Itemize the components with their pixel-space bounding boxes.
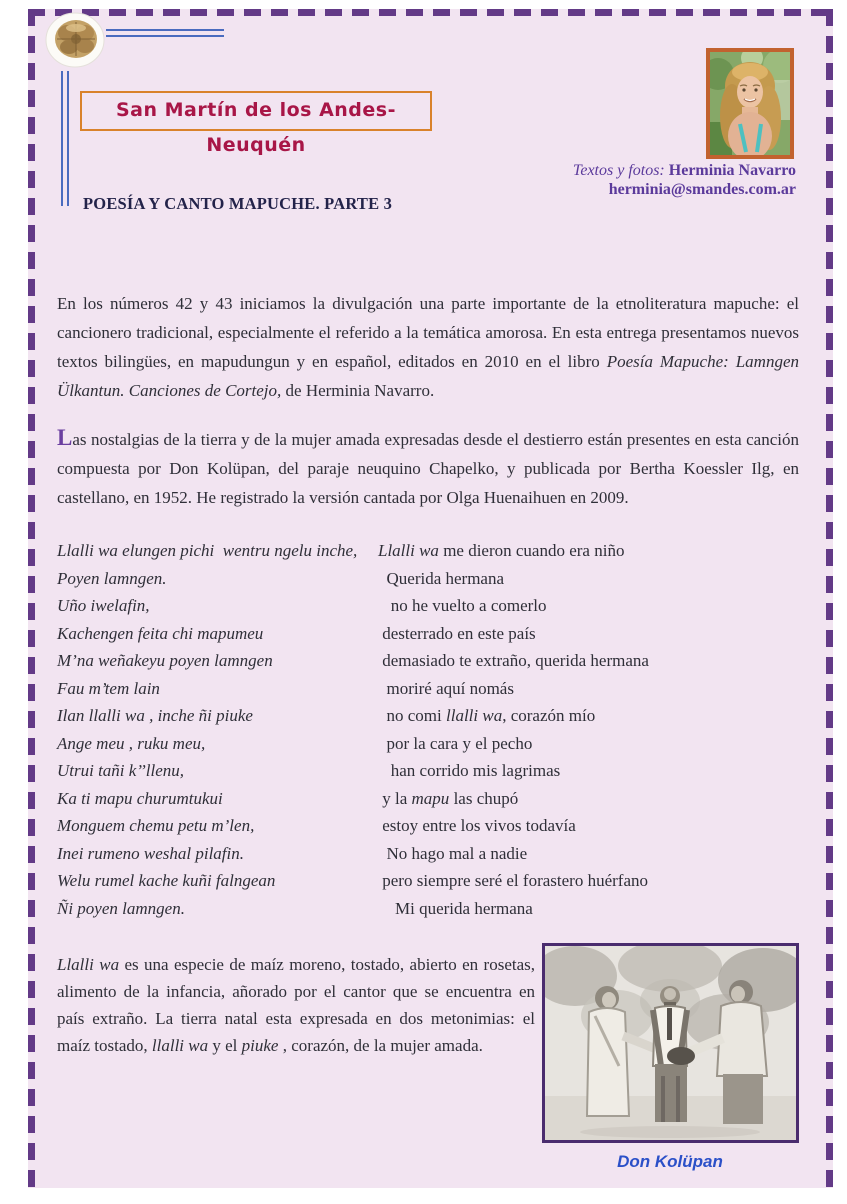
text-segment: No hago mal a nadie xyxy=(378,843,528,863)
text-segment: estoy entre los vivos todavía xyxy=(378,816,576,835)
poem-row xyxy=(57,620,799,648)
text-segment: , corazón mío xyxy=(502,706,596,725)
poem-line-mapudungun: Ilan llalli wa , inche ñi piuke xyxy=(57,706,253,725)
text-segment: llalli wa xyxy=(151,1036,209,1055)
poem-row xyxy=(57,895,799,923)
poem-line-mapudungun: Kachengen feita chi mapumeu xyxy=(57,623,264,643)
poem-row xyxy=(57,867,799,895)
location-text: San Martín de los Andes- Neuquén xyxy=(116,99,396,156)
poem-line-mapudungun: Monguem chemu petu m’len, xyxy=(57,816,255,835)
poem-row xyxy=(57,812,799,840)
text-segment: , corazón, de la mujer amada. xyxy=(278,1036,483,1055)
paragraph-intro xyxy=(57,289,799,405)
photo-caption: Don Kolüpan xyxy=(617,1152,723,1171)
text-segment: llalli wa xyxy=(446,706,503,725)
text-segment: me dieron cuando era niño xyxy=(438,541,625,560)
poem-line-mapudungun: M’na weñakeyu poyen lamngen xyxy=(57,651,273,670)
poem-line-spanish xyxy=(378,592,799,620)
poem-line-mapudungun: Inei rumeno weshal pilafin. xyxy=(57,843,244,863)
paragraph-context-body xyxy=(57,430,799,507)
text-segment: pero siempre seré el forastero huérfano xyxy=(378,871,648,890)
poem-row xyxy=(57,675,799,703)
text-segment: Llalli wa xyxy=(378,541,439,560)
byline-prefix: Textos y fotos: xyxy=(572,162,669,179)
poem-line-mapudungun: Ñi poyen lamngen. xyxy=(57,898,185,918)
dashed-border-left xyxy=(28,9,35,1188)
poem-line-mapudungun: Ange meu , ruku meu, xyxy=(57,733,206,753)
dashed-border-right xyxy=(826,9,833,1188)
text-segment: Querida hermana xyxy=(378,568,505,588)
location-banner xyxy=(80,91,432,156)
poem-line-spanish xyxy=(378,620,799,648)
poem-line-spanish xyxy=(378,867,799,895)
poem-line-spanish xyxy=(378,537,799,565)
poem-line-mapudungun: Fau m’tem lain xyxy=(57,678,160,698)
text-segment: piuke xyxy=(241,1036,279,1055)
paragraph-footnote xyxy=(57,951,535,1059)
dropcap-initial: L xyxy=(57,425,73,450)
double-blue-rule-horizontal xyxy=(106,29,224,37)
poem-line-mapudungun: Welu rumel kache kuñi falngean xyxy=(57,871,276,890)
poem-line-spanish xyxy=(378,895,799,923)
poem-row xyxy=(57,565,799,593)
text-segment: Llalli wa xyxy=(57,955,120,974)
text-segment: las chupó xyxy=(449,788,519,808)
text-segment: as nostalgias de la tierra y de la mujer amada expresadas desde el destierro están presentes en esta canción compuesta por Don Kolüpan, del paraje neuquino Chapelko, y publicada por Bertha Koessler Ilg, en castellano, en 1952. He registrado la versión cantada por Olga Huenaihuen en 2009. xyxy=(57,430,799,507)
poem-row xyxy=(57,537,799,565)
text-segment: no he vuelto a comerlo xyxy=(378,596,547,615)
poem-line-mapudungun: Utrui tañi k’’llenu, xyxy=(57,761,185,780)
poem-line-spanish xyxy=(378,647,799,675)
poem-row xyxy=(57,757,799,785)
byline-credit-line xyxy=(296,161,796,180)
poem-line-spanish xyxy=(378,565,799,593)
author-portrait-photo xyxy=(706,48,794,159)
text-segment: En los números 42 y 43 iniciamos la divulgación una parte importante de la etnoliteratura mapuche: el cancionero tradicional, especialmente el referido a la temática amorosa. En esta entrega presentamos nuevos textos bilingües, en mapudungun y en español, editados en 2010 en el libro xyxy=(57,294,799,371)
text-segment: desterrado en este país xyxy=(378,623,536,643)
text-segment: mapu xyxy=(411,788,450,808)
poem-line-spanish xyxy=(378,812,799,840)
text-segment: han corrido mis lagrimas xyxy=(378,761,561,780)
text-segment: no comi xyxy=(378,706,446,725)
poem-line-mapudungun: Ka ti mapu churumtukui xyxy=(57,788,223,808)
walnut-photo xyxy=(45,12,109,70)
poem-line-spanish xyxy=(378,702,799,730)
text-segment: demasiado te extraño, querida hermana xyxy=(378,651,649,670)
byline-author: Herminia Navarro xyxy=(668,162,796,179)
poem-line-mapudungun: Poyen lamngen. xyxy=(57,568,167,588)
text-segment: es una especie de maíz moreno, tostado, abierto en rosetas, alimento de la infancia, añorado por el cantor que se encuentra en país extraño. La tierra natal esta expresada en dos metonimias: el maíz tostado, xyxy=(57,955,536,1055)
poem-row xyxy=(57,840,799,868)
text-segment: y la xyxy=(378,788,412,808)
poem-row xyxy=(57,702,799,730)
text-segment: Mi querida hermana xyxy=(378,898,533,918)
dashed-border-top xyxy=(28,9,833,16)
poem-row xyxy=(57,592,799,620)
poem-line-spanish xyxy=(378,840,799,868)
poem-row xyxy=(57,785,799,813)
poem-row xyxy=(57,647,799,675)
text-segment: moriré aquí nomás xyxy=(378,678,514,698)
text-segment: por la cara y el pecho xyxy=(378,733,533,753)
text-segment: de Herminia Navarro. xyxy=(281,381,435,400)
paragraph-context xyxy=(57,425,799,512)
poem-line-spanish xyxy=(378,730,799,758)
poem-line-spanish xyxy=(378,675,799,703)
double-blue-rule-vertical xyxy=(61,71,69,206)
poem-line-mapudungun: Llalli wa elungen pichi wentru ngelu inche, xyxy=(57,541,358,560)
text-segment: y el xyxy=(208,1036,242,1055)
poem xyxy=(57,537,799,922)
don-kolupan-photo xyxy=(542,943,799,1143)
poem-row xyxy=(57,730,799,758)
poem-line-spanish xyxy=(378,757,799,785)
text-segment: Poesía Mapuche: Lamngen Ülkantun. Canciones de Cortejo, xyxy=(57,352,799,400)
article-heading: POESÍA Y CANTO MAPUCHE. PARTE 3 xyxy=(83,194,393,213)
poem-line-mapudungun: Uño iwelafin, xyxy=(57,596,150,615)
byline-email: herminia@smandes.com.ar xyxy=(608,181,796,198)
poem-line-spanish xyxy=(378,785,799,813)
